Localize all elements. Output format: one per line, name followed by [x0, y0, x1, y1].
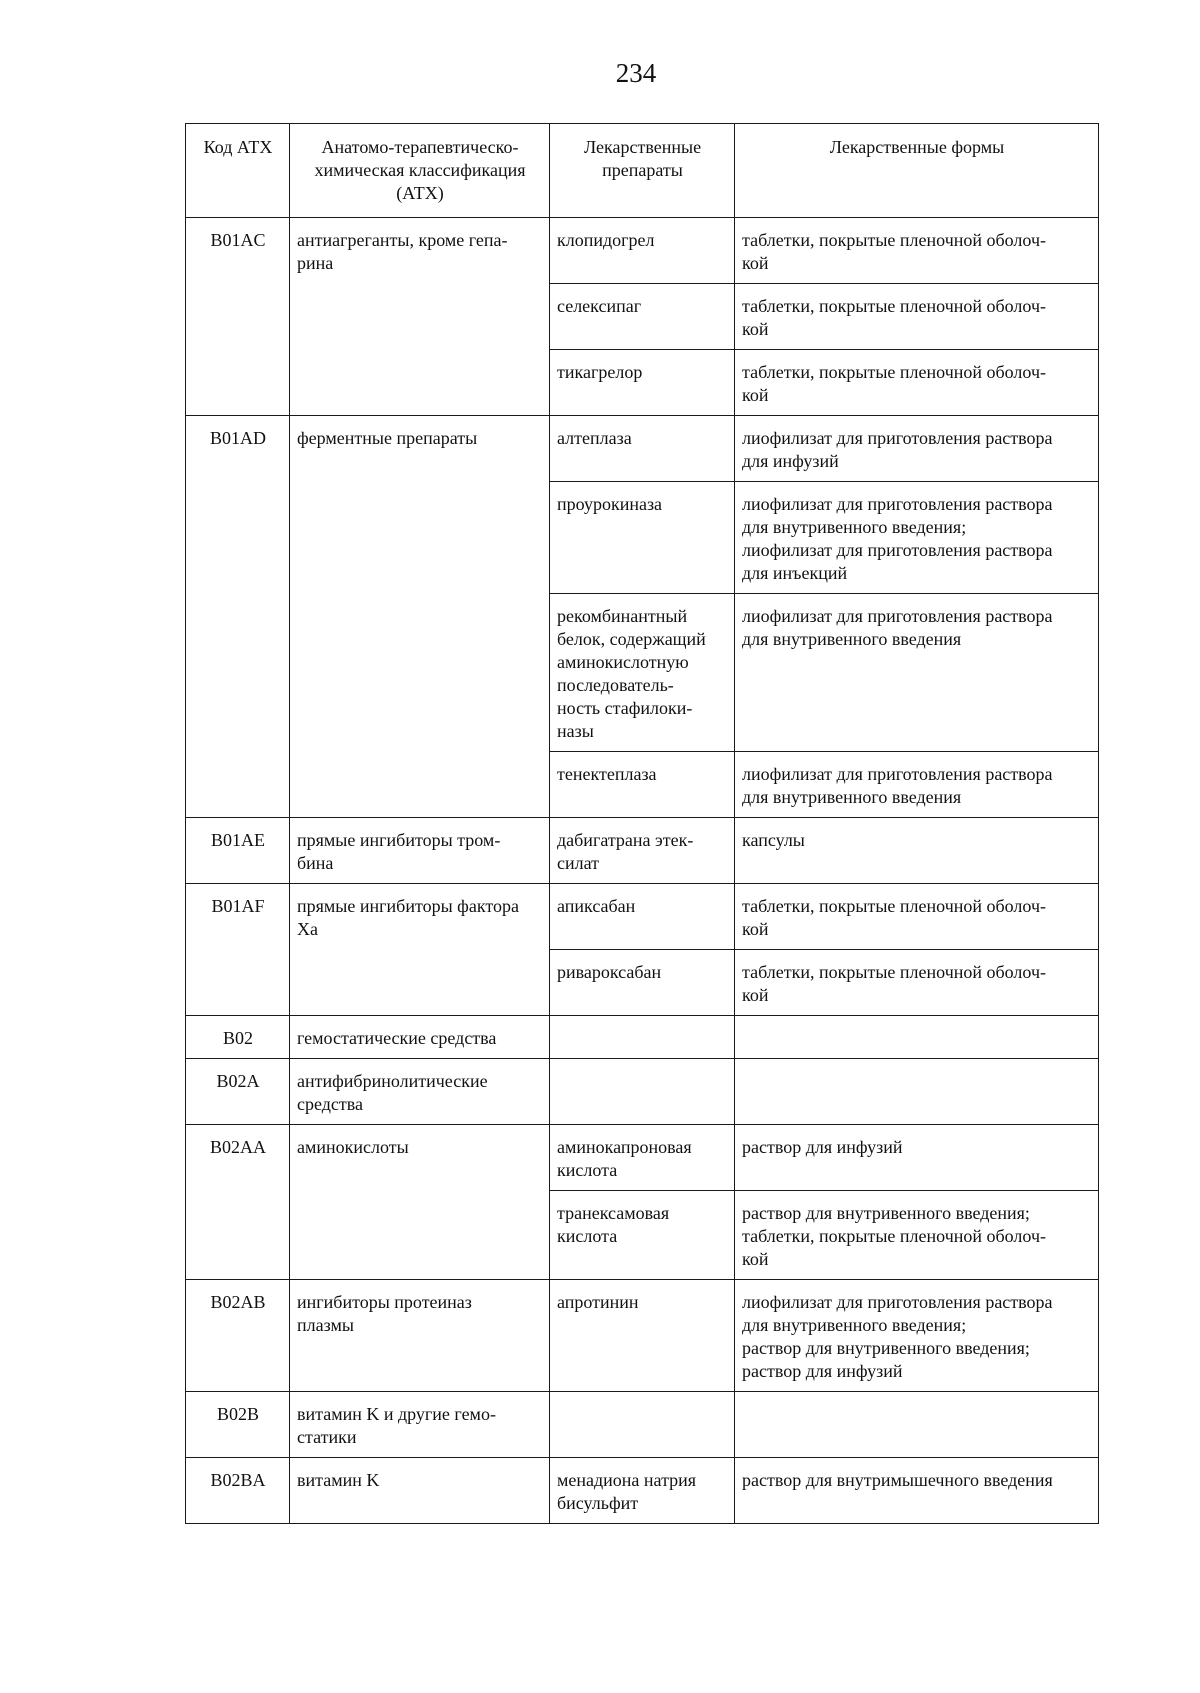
dosage-form-cell: лиофилизат для приготовления раствора для инфузий	[735, 416, 1099, 482]
atc-code-cell: B01AF	[186, 884, 290, 1016]
dosage-form-cell: таблетки, покрытые пленочной оболоч- кой	[735, 884, 1099, 950]
table-row	[186, 1392, 1099, 1458]
atc-code-cell: B01AE	[186, 818, 290, 884]
drug-cell: тикагрелор	[550, 350, 735, 416]
dosage-form-cell: лиофилизат для приготовления раствора для внутривенного введения	[735, 594, 1099, 752]
dosage-form-cell: таблетки, покрытые пленочной оболоч- кой	[735, 950, 1099, 1016]
dosage-form-cell: раствор для инфузий	[735, 1125, 1099, 1191]
drug-cell: рекомбинантный белок, содержащий аминокислотную последователь- ность стафилоки- назы	[550, 594, 735, 752]
drug-cell: ривароксабан	[550, 950, 735, 1016]
drug-cell	[550, 1016, 735, 1059]
atc-code-cell: B02BA	[186, 1458, 290, 1524]
dosage-form-cell: капсулы	[735, 818, 1099, 884]
atc-code-cell: B02A	[186, 1059, 290, 1125]
page-number: 234	[615, 58, 657, 88]
header-atc-code: Код АТХ	[186, 124, 290, 218]
table-row	[186, 884, 1099, 950]
drug-cell: аминокапроновая кислота	[550, 1125, 735, 1191]
table-row	[186, 218, 1099, 284]
table-row	[186, 416, 1099, 482]
atc-code-cell: B02	[186, 1016, 290, 1059]
header-dosage-forms: Лекарственные формы	[735, 124, 1099, 218]
table-row	[186, 1458, 1099, 1524]
drug-cell: менадиона натрия бисульфит	[550, 1458, 735, 1524]
table-body	[186, 218, 1099, 1524]
table-row	[186, 1280, 1099, 1392]
atc-classification-cell: антиагреганты, кроме гепа- рина	[290, 218, 550, 416]
dosage-form-cell: раствор для внутривенного введения; таблетки, покрытые пленочной оболоч- кой	[735, 1191, 1099, 1280]
drug-cell: проурокиназа	[550, 482, 735, 594]
table-header-row	[186, 124, 1099, 218]
atc-code-cell: B01AC	[186, 218, 290, 416]
dosage-form-cell: раствор для внутримышечного введения	[735, 1458, 1099, 1524]
table-row	[186, 1059, 1099, 1125]
dosage-form-cell	[735, 1392, 1099, 1458]
drug-cell: транексамовая кислота	[550, 1191, 735, 1280]
table-row	[186, 818, 1099, 884]
dosage-form-cell: лиофилизат для приготовления раствора для внутривенного введения; раствор для внутривенного введения; раствор для инфузий	[735, 1280, 1099, 1392]
dosage-form-cell	[735, 1059, 1099, 1125]
atc-code-cell: B01AD	[186, 416, 290, 818]
drug-cell	[550, 1059, 735, 1125]
atc-classification-cell: прямые ингибиторы тром- бина	[290, 818, 550, 884]
drug-cell	[550, 1392, 735, 1458]
drug-cell: селексипаг	[550, 284, 735, 350]
atc-classification-cell: гемостатические средства	[290, 1016, 550, 1059]
atc-classification-cell: ферментные препараты	[290, 416, 550, 818]
atc-classification-cell: витамин K и другие гемо- статики	[290, 1392, 550, 1458]
atc-code-cell: B02B	[186, 1392, 290, 1458]
atc-classification-cell: антифибринолитические средства	[290, 1059, 550, 1125]
header-drugs: Лекарственные препараты	[550, 124, 735, 218]
dosage-form-cell: таблетки, покрытые пленочной оболоч- кой	[735, 350, 1099, 416]
atc-classification-cell: витамин K	[290, 1458, 550, 1524]
atc-classification-cell: прямые ингибиторы фактора Xa	[290, 884, 550, 1016]
table-row	[186, 1016, 1099, 1059]
dosage-form-cell: лиофилизат для приготовления раствора для внутривенного введения	[735, 752, 1099, 818]
drug-cell: дабигатрана этек- силат	[550, 818, 735, 884]
drug-cell: клопидогрел	[550, 218, 735, 284]
atc-drug-table	[185, 123, 1099, 1524]
atc-classification-cell: ингибиторы протеиназ плазмы	[290, 1280, 550, 1392]
drug-cell: апротинин	[550, 1280, 735, 1392]
dosage-form-cell: таблетки, покрытые пленочной оболоч- кой	[735, 218, 1099, 284]
dosage-form-cell: таблетки, покрытые пленочной оболоч- кой	[735, 284, 1099, 350]
atc-code-cell: B02AB	[186, 1280, 290, 1392]
drug-cell: алтеплаза	[550, 416, 735, 482]
dosage-form-cell	[735, 1016, 1099, 1059]
header-atc-classification: Анатомо-терапевтическо- химическая классификация (АТХ)	[290, 124, 550, 218]
atc-classification-cell: аминокислоты	[290, 1125, 550, 1280]
drug-cell: тенектеплаза	[550, 752, 735, 818]
drug-cell: апиксабан	[550, 884, 735, 950]
atc-code-cell: B02AA	[186, 1125, 290, 1280]
table-row	[186, 1125, 1099, 1191]
dosage-form-cell: лиофилизат для приготовления раствора для внутривенного введения; лиофилизат для приготовления раствора для инъекций	[735, 482, 1099, 594]
